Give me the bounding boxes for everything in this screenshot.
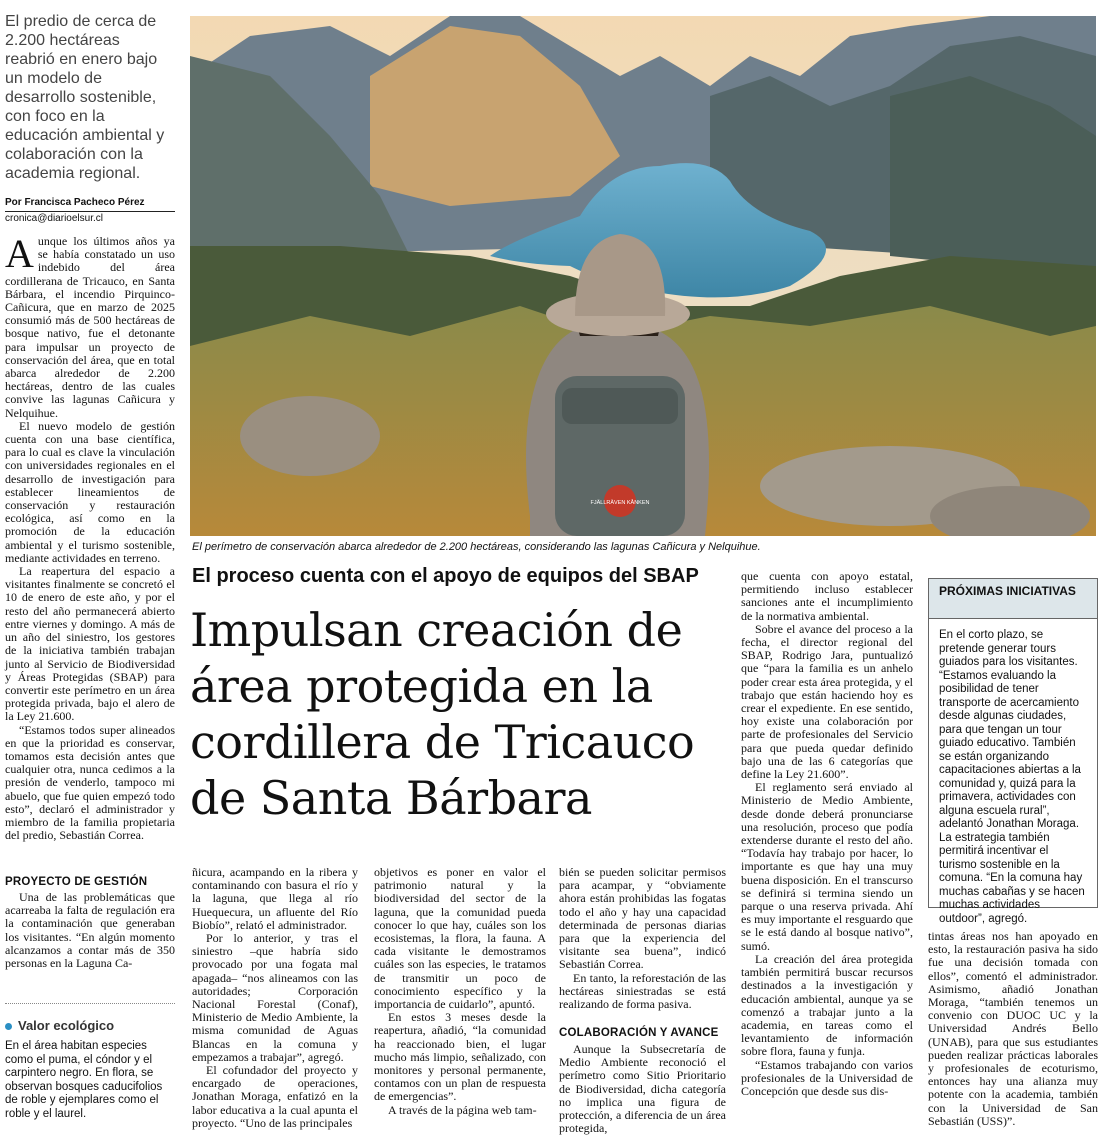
- paragraph: Sobre el avance del proceso a la fecha, el director regional del SBAP, Rodrigo Jara, puntualizó que “para la familia es un anhelo poder crear esta área protegida, y el trabajo que están haciendo hoy es crear el expediente. En ese sentido, hoy existe una colaboración por parte de profesionales del Servicio para que pueda quedar definido bajo una de las 6 categorías que define la Ley 21.600”.: [741, 621, 913, 782]
- column-6: [928, 930, 1098, 1128]
- byline: Por Francisca Pacheco Pérez: [5, 197, 175, 212]
- drop-cap: A: [5, 231, 34, 276]
- paragraph: Aunque la Subsecretaría de Medio Ambiente reconoció el perímetro como Sitio Prioritario de Biodiversidad, dicha categoría no implica una figura de protección, a diferencia de un área protegida,: [559, 1042, 726, 1136]
- paragraph: bién se pueden solicitar permisos para acampar, y “obviamente ahora están prohibidas las fogatas todo el año y hay una capacidad determinada de personas diarias para que la experiencia del visitante sea buena”, indicó Sebastián Correa.: [559, 865, 726, 972]
- gestion-body: [5, 891, 175, 970]
- paragraph: En estos 3 meses desde la reapertura, añadió, “la comunidad ha reaccionado bien, el lugar mucho más limpio, señalizado, con monitores y personal permanente, contamos con un plan de respuesta de emergencias”.: [374, 1010, 546, 1104]
- paragraph: Por lo anterior, y tras el siniestro –que habría sido provocado por una fogata mal apagada– “nos alineamos con las autoridades; Corporación Nacional Forestal (Conaf), Ministerio de Medio Ambiente, la misma comunidad de Aguas Blancas en la comuna y empezamos a trabajar”, agregó.: [192, 931, 358, 1064]
- paragraph: El cofundador del proyecto y encargado de operaciones, Jonathan Moraga, enfatizó en la labor educativa a la cual apunta el proyecto. “Uno de las principales: [192, 1063, 358, 1130]
- kicker: El proceso cuenta con el apoyo de equipos del SBAP: [192, 565, 699, 587]
- sidebar-valor-body: En el área habitan especies como el puma, el cóndor y el carpintero negro. En flora, se observan bosques caducifolios de roble y ejemplares como el roble y el laurel.: [5, 1040, 163, 1120]
- left-column-body: [5, 231, 175, 843]
- column-5: [741, 570, 913, 1098]
- paragraph: tintas áreas nos han apoyado en esto, la restauración pasiva ha sido fue una decisión tomada con ellos”, comentó el administrador. Asimismo, añadió Jonathan Moraga, “también tenemos un convenio con DUOC UC y la Universidad Andrés Bello (UNAB), para que sus estudiantes pueden realizar prácticas laborales y profesionales de ecoturismo, entonces hay una alianza muy potente con la academia, también con la Universidad de San Sebastián (USS)”.: [928, 929, 1098, 1128]
- paragraph: La reapertura del espacio a visitantes finalmente se concretó el 10 de enero de este año, y por el resto del año permanecerá abierto entre viernes y domingo. A más de un año del siniestro, los gestores de la iniciativa también trabajan junto al Servicio de Biodiversidad y Áreas Protegidas (SBAP) para convertir este perímetro en un área protegida privada, bajo el alero de la Ley 21.600.: [5, 564, 175, 724]
- sidebar-box-body: [939, 629, 1089, 926]
- subheading-gestion: PROYECTO DE GESTIÓN: [5, 876, 148, 888]
- column-4-continued: [559, 1043, 726, 1135]
- column-3: [374, 866, 546, 1117]
- sidebar-box: [928, 578, 1098, 925]
- photo-caption: El perímetro de conservación abarca alrededor de 2.200 hectáreas, considerando las lagunas Cañicura y Nelquihue.: [192, 541, 761, 553]
- backpack-logo: FJÄLLRÄVEN KÅNKEN: [590, 500, 650, 506]
- paragraph: que cuenta con apoyo estatal, permitiendo incluso establecer sanciones ante el incumplimiento de la normativa ambiental.: [741, 569, 913, 623]
- divider: [5, 1003, 175, 1004]
- bullet-dot-icon: [5, 1023, 12, 1030]
- paragraph: “Estamos trabajando con varios profesionales de la Universidad de Concepción que desde sus dis-: [741, 1057, 913, 1098]
- sidebar-valor-title: Valor ecológico: [5, 1018, 114, 1033]
- paragraph: A través de la página web tam-: [388, 1102, 537, 1117]
- headline: Impulsan creación de área protegida en la cordillera de Tricauco de Santa Bárbara: [190, 603, 695, 825]
- author-email[interactable]: cronica@diarioelsur.cl: [5, 213, 103, 224]
- hero-photo: [190, 16, 1096, 536]
- paragraph: El nuevo modelo de gestión cuenta con una base científica, para lo cual es clave la vinculación con universidades regionales en el desarrollo de investigación para establecer lineamientos de conservación y restauración ecológica, así como en la promoción de la educación ambiental y el turismo sostenible, mediante actividades en terreno.: [5, 418, 175, 565]
- paragraph: “Estamos todos super alineados en que la prioridad es conservar, tomamos esta decisión antes que cualquier otra, nunca cedimos a la presión de venderlo, tampoco mi abuelo, que fue quien empezó todo esto”, declaró el administrador y miembro de la familia propietaria del predio, Sebastián Correa.: [5, 722, 175, 843]
- column-4: [559, 866, 726, 1011]
- column-2: [192, 866, 358, 1130]
- paragraph: Una de las problemáticas que acarreaba la falta de regulación era la contaminación que generaban los visitantes. “En algún momento alcanzamos a contar más de 350 personas en la Laguna Ca-: [5, 890, 175, 971]
- paragraph: En tanto, la reforestación de las hectáreas siniestradas se está realizando de forma pasiva.: [559, 970, 726, 1012]
- paragraph: objetivos es poner en valor el patrimonio natural y la biodiversidad del sector de la laguna, que la comunidad pueda conocer lo que hay, cuáles son los ecosistemas, la flora, la fauna. A cada visitante le demostramos cuáles son las especies, le tratamos de transmitir un poco de conocimiento específico y la importancia de cuidarlo”, apuntó.: [374, 865, 546, 1012]
- paragraph: Aunque los últimos años ya se había constatado un uso indebido del área cordillerana de Tricauco, en Santa Bárbara, el incendio Pirquinco-Cañicura, que en marzo de 2025 consumió más de 500 hectáreas de bosque nativo, fue el detonante para impulsar un proyecto de conservación del área, que en total abarca alrededor de 2.200 hectáreas, dentro de las cuales convive las lagunas Cañicura y Nelquihue.: [5, 231, 175, 420]
- paragraph: ñicura, acampando en la ribera y contaminando con basura el río y la laguna, que llega al río Huequecura, un afluente del Río Biobío”, relató el administrador.: [192, 865, 358, 932]
- paragraph: La creación del área protegida también permitirá buscar recursos destinados a la investigación y educación ambiental, aunque ya se comenzó a trabajar junto a la academia, en tareas como el levantamiento de información sobre flora, fauna y funja.: [741, 951, 913, 1059]
- article-lead: El predio de cerca de 2.200 hectáreas reabrió en enero bajo un modelo de desarrollo sostenible, con foco en la educación ambiental y colaboración con la academia regional.: [5, 13, 165, 182]
- sidebar-box-title: PRÓXIMAS INICIATIVAS: [929, 579, 1097, 619]
- subheading-colaboracion: COLABORACIÓN Y AVANCE: [559, 1027, 719, 1039]
- paragraph: El reglamento será enviado al Ministerio de Medio Ambiente, desde donde deberá pronunciarse una resolución, proceso que podía extenderse durante el resto del año. “Todavía hay trabajo por hacer, lo importante es que hay una muy buena disposición. En el transcurso se definirá si termina siendo un parque o una reserva privada. Ahí es muy importante el resguardo que se le está dando al bosque nativo”, sumó.: [741, 780, 913, 953]
- paragraph: La estrategia también permitirá incentivar el turismo sostenible en la comuna. “En la comuna hay muchas cabañas y se hacen muchas actividades outdoor”, agregó.: [939, 831, 1085, 925]
- paragraph: En el corto plazo, se pretende generar tours guiados para los visitantes. “Estamos evaluando la posibilidad de tener transporte de acercamiento desde algunas ciudades, para que tengan un tour guiado educativo. También se están organizando capacitaciones abiertas a la comunidad y, quizá para la primavera, actividades con alguna escuela rural”, adelantó Jonathan Moraga.: [939, 629, 1081, 830]
